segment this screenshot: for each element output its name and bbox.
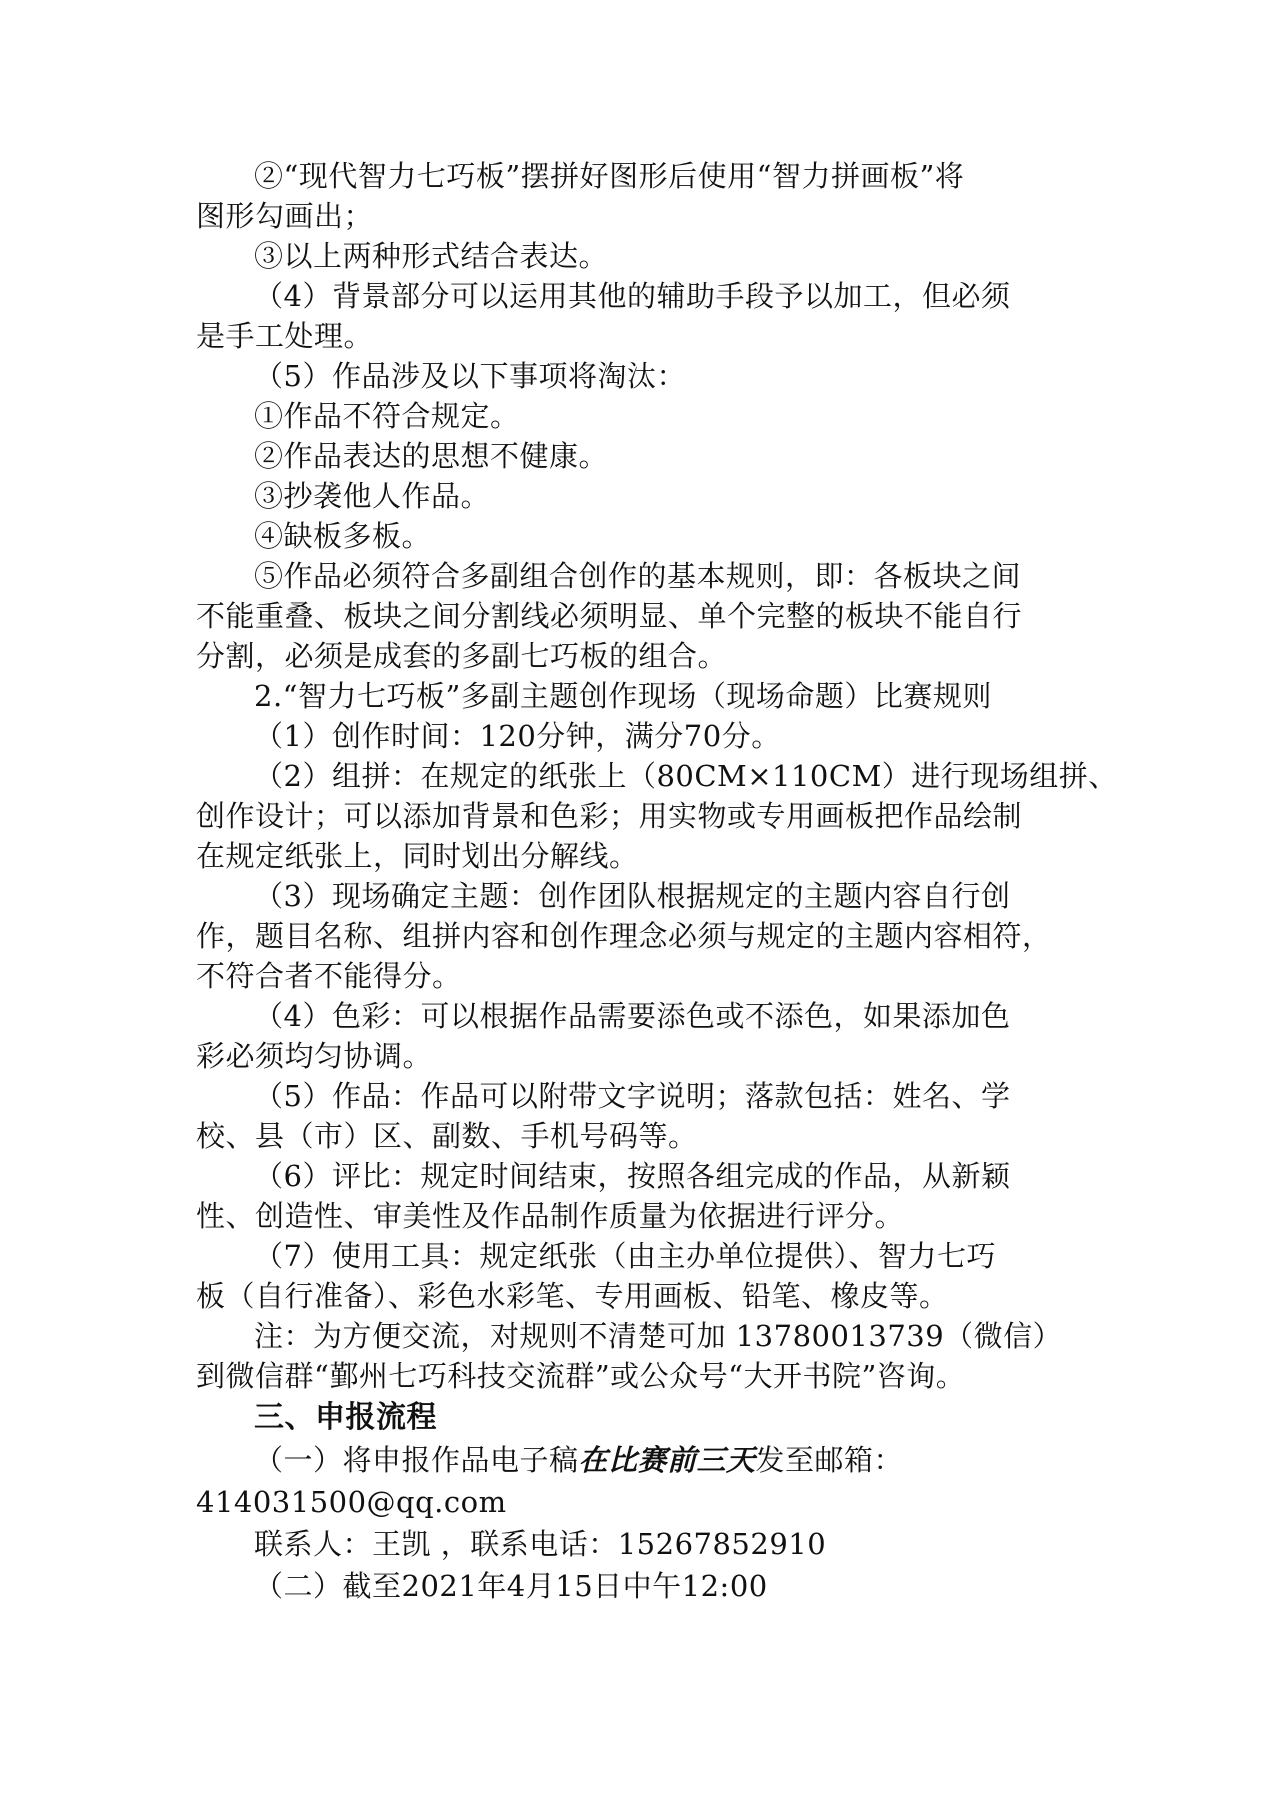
submit-prefix: （一）将申报作品电子稿 — [254, 1443, 579, 1477]
text-line: 校、县（市）区、副数、手机号码等。 — [196, 1119, 698, 1153]
text-line: ②作品表达的思想不健康。 — [254, 439, 609, 473]
text-line: （4）背景部分可以运用其他的辅助手段予以加工，但必须 — [254, 279, 1011, 313]
text-line: （4）色彩：可以根据作品需要添色或不添色，如果添加色 — [254, 999, 1011, 1033]
submit-suffix: 发至邮箱： — [755, 1443, 904, 1477]
text-line: （5）作品涉及以下事项将淘汰： — [254, 359, 686, 393]
deadline-line: （二）截至2021年4月15日中午12:00 — [254, 1569, 768, 1603]
text-line: ③以上两种形式结合表达。 — [254, 239, 609, 273]
section-heading: 三、申报流程 — [254, 1400, 437, 1435]
text-line: ②“现代智力七巧板”摆拼好图形后使用“智力拼画板”将 — [254, 159, 965, 193]
text-line: （7）使用工具：规定纸张（由主办单位提供）、智力七巧 — [254, 1239, 996, 1273]
text-line: 板（自行准备）、彩色水彩笔、专用画板、铅笔、橡皮等。 — [196, 1279, 949, 1313]
text-line: （1）创作时间：120分钟，满分70分。 — [254, 719, 781, 753]
text-line: 创作设计；可以添加背景和色彩；用实物或专用画板把作品绘制 — [196, 799, 1023, 833]
contact-line: 联系人：王凯 ，联系电话：15267852910 — [254, 1527, 827, 1561]
text-line: 在规定纸张上，同时划出分解线。 — [196, 839, 639, 873]
text-line: 是手工处理。 — [196, 319, 374, 353]
text-line: 不能重叠、板块之间分割线必须明显、单个完整的板块不能自行 — [196, 599, 1023, 633]
text-line: 不符合者不能得分。 — [196, 959, 462, 993]
text-line: （5）作品：作品可以附带文字说明；落款包括：姓名、学 — [254, 1079, 1011, 1113]
submit-line — [254, 1440, 1154, 1480]
text-line: 分割，必须是成套的多副七巧板的组合。 — [196, 639, 728, 673]
text-line: 彩必须均匀协调。 — [196, 1039, 433, 1073]
text-line: 图形勾画出； — [196, 199, 374, 233]
email-address: 414031500@qq.com — [196, 1485, 507, 1519]
text-line: ③抄袭他人作品。 — [254, 479, 491, 513]
text-line: 性、创造性、审美性及作品制作质量为依据进行评分。 — [196, 1199, 905, 1233]
text-line: 作，题目名称、组拼内容和创作理念必须与规定的主题内容相符， — [196, 919, 1052, 953]
text-line: （3）现场确定主题：创作团队根据规定的主题内容自行创 — [254, 879, 1011, 913]
text-line: 注：为方便交流，对规则不清楚可加 13780013739（微信） — [254, 1319, 1063, 1353]
text-line: （6）评比：规定时间结束，按照各组完成的作品，从新颖 — [254, 1159, 1011, 1193]
text-line: （2）组拼：在规定的纸张上（80CM×110CM）进行现场组拼、 — [254, 759, 1118, 793]
text-line: 2.“智力七巧板”多副主题创作现场（现场命题）比赛规则 — [254, 679, 992, 713]
text-line: ④缺板多板。 — [254, 519, 432, 553]
submit-emphasis: 在比赛前三天 — [578, 1443, 756, 1477]
text-line: 到微信群“鄞州七巧科技交流群”或公众号“大开书院”咨询。 — [196, 1359, 966, 1393]
text-line: ①作品不符合规定。 — [254, 399, 520, 433]
text-line: ⑤作品必须符合多副组合创作的基本规则，即：各板块之间 — [254, 559, 1022, 593]
